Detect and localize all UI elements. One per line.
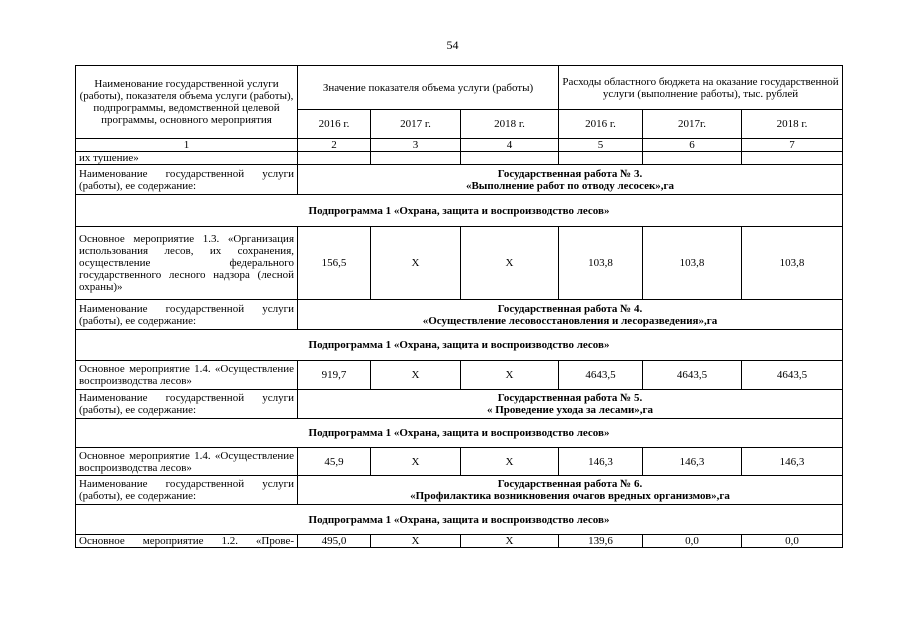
work-5-title: Государственная работа № 5. xyxy=(497,392,643,404)
value-cell: 4643,5 xyxy=(643,361,742,390)
work-4-row xyxy=(76,300,843,330)
measure-1-4-row xyxy=(76,361,843,390)
work-6-title: Государственная работа № 6. xyxy=(497,478,643,490)
work-3-cell xyxy=(298,165,843,195)
continuation-row xyxy=(76,152,843,165)
column-number: 3 xyxy=(371,139,461,152)
work-4-label: Наименование государственной услуги (работы), ее содержание: xyxy=(76,300,298,330)
work-6-cell xyxy=(298,476,843,505)
column-number: 2 xyxy=(298,139,371,152)
subprogram-row xyxy=(76,195,843,227)
value-cell: 0,0 xyxy=(643,535,742,548)
header-vol-year-2016: 2016 г. xyxy=(298,110,371,139)
value-cell: Х xyxy=(371,227,461,300)
header-vol-year-2018: 2018 г. xyxy=(461,110,559,139)
work-4-desc: «Осуществление лесовосстановления и лесоразведения»,га xyxy=(422,314,718,327)
header-exp-year-2017: 2017г. xyxy=(643,110,742,139)
work-5-desc: « Проведение ухода за лесами»,га xyxy=(486,404,654,416)
value-cell: 0,0 xyxy=(742,535,843,548)
header-exp-year-2018: 2018 г. xyxy=(742,110,843,139)
value-cell: Х xyxy=(461,227,559,300)
header-col1: Наименование государственной услуги (работы), показателя объема услуги (работы), подпрограммы, ведомственной целевой программы, основного мероприятия xyxy=(76,66,298,139)
header-row-1 xyxy=(76,66,843,110)
work-6-row xyxy=(76,476,843,505)
work-3-row xyxy=(76,165,843,195)
value-cell: 919,7 xyxy=(298,361,371,390)
measure-1-4-label: Основное мероприятие 1.4. «Осуществление воспроизводства лесов» xyxy=(76,361,298,390)
column-number: 7 xyxy=(742,139,843,152)
header-vol-year-2017: 2017 г. xyxy=(371,110,461,139)
subprogram-title: Подпрограмма 1 «Охрана, защита и воспроизводство лесов» xyxy=(76,330,843,361)
work-3-title: Государственная работа № 3. xyxy=(497,167,643,180)
work-6-desc: «Профилактика возникновения очагов вредных организмов»,га xyxy=(410,490,730,502)
work-5-label: Наименование государственной услуги (работы), ее содержание: xyxy=(76,390,298,419)
subprogram-row xyxy=(76,419,843,448)
budget-table xyxy=(75,65,843,548)
value-cell: 139,6 xyxy=(559,535,643,548)
value-cell: 146,3 xyxy=(643,448,742,476)
value-cell: 103,8 xyxy=(643,227,742,300)
work-4-cell xyxy=(298,300,843,330)
value-cell: Х xyxy=(461,535,559,548)
value-cell: Х xyxy=(371,448,461,476)
value-cell: 146,3 xyxy=(742,448,843,476)
measure-1-2-label: Основное мероприятие 1.2. «Прове- xyxy=(76,535,298,548)
value-cell: 45,9 xyxy=(298,448,371,476)
subprogram-row xyxy=(76,330,843,361)
value-cell: 4643,5 xyxy=(742,361,843,390)
measure-1-4-label: Основное мероприятие 1.4. «Осуществление воспроизводства лесов» xyxy=(76,448,298,476)
subprogram-title: Подпрограмма 1 «Охрана, защита и воспроизводство лесов» xyxy=(76,505,843,535)
work-5-row xyxy=(76,390,843,419)
measure-1-4-row xyxy=(76,448,843,476)
work-3-desc: «Выполнение работ по отводу лесосек»,га xyxy=(465,179,675,192)
header-volume-group: Значение показателя объема услуги (работы) xyxy=(298,66,559,110)
header-exp-year-2016: 2016 г. xyxy=(559,110,643,139)
column-number: 5 xyxy=(559,139,643,152)
continuation-text: их тушение» xyxy=(76,152,298,165)
measure-1-3-label: Основное мероприятие 1.3. «Организация использования лесов, их сохранения, осуществление федерального государственного лесного надзора (лесной охраны)» xyxy=(76,227,298,300)
measure-1-3-row xyxy=(76,227,843,300)
column-numbers-row xyxy=(76,139,843,152)
subprogram-title: Подпрограмма 1 «Охрана, защита и воспроизводство лесов» xyxy=(76,195,843,227)
value-cell: 103,8 xyxy=(742,227,843,300)
value-cell: 146,3 xyxy=(559,448,643,476)
value-cell: Х xyxy=(461,448,559,476)
value-cell: Х xyxy=(461,361,559,390)
measure-1-2-row xyxy=(76,535,843,548)
work-5-cell xyxy=(298,390,843,419)
value-cell: Х xyxy=(371,535,461,548)
work-3-label: Наименование государственной услуги (работы), ее содержание: xyxy=(76,165,298,195)
work-6-label: Наименование государственной услуги (работы), ее содержание: xyxy=(76,476,298,505)
value-cell: Х xyxy=(371,361,461,390)
value-cell: 4643,5 xyxy=(559,361,643,390)
value-cell: 495,0 xyxy=(298,535,371,548)
value-cell: 156,5 xyxy=(298,227,371,300)
value-cell: 103,8 xyxy=(559,227,643,300)
subprogram-row xyxy=(76,505,843,535)
column-number: 1 xyxy=(76,139,298,152)
page-number: 54 xyxy=(446,38,459,52)
subprogram-title: Подпрограмма 1 «Охрана, защита и воспроизводство лесов» xyxy=(76,419,843,448)
work-4-title: Государственная работа № 4. xyxy=(497,302,643,315)
header-expenses-group: Расходы областного бюджета на оказание государственной услуги (выполнение работы), тыс. рублей xyxy=(559,66,843,110)
column-number: 6 xyxy=(643,139,742,152)
column-number: 4 xyxy=(461,139,559,152)
